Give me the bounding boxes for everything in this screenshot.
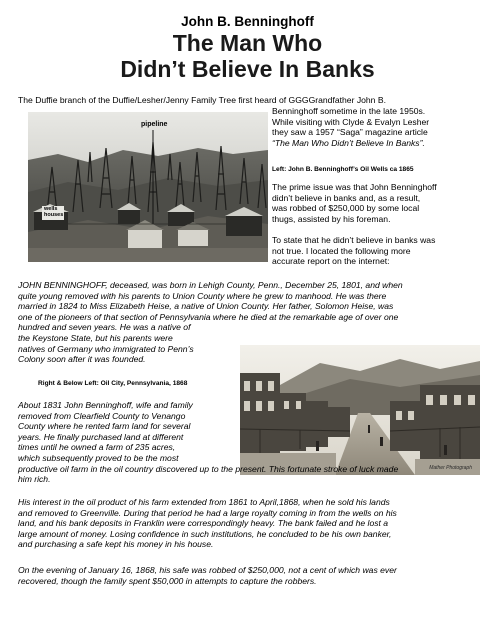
text-line: which subsequently proved to be the most	[18, 452, 179, 463]
wells-houses-label	[44, 206, 63, 218]
oil-wells-photo	[28, 112, 268, 262]
oil-wells-illustration	[28, 112, 268, 262]
text-line: About 1831 John Benninghoff, wife and family	[18, 400, 193, 410]
report-paragraph	[272, 235, 480, 267]
text-line: removed from Clearfield County to Venango	[18, 410, 186, 421]
paragraph-evening	[18, 565, 483, 586]
text-line: didn’t believe in banks and, as a result,	[272, 192, 421, 203]
intro-right-line: While visiting with Clyde & Evalyn Lesher	[272, 116, 430, 127]
photo-credit: Mather Photograph	[429, 465, 472, 471]
text-line: To state that he didn’t believe in banks was	[272, 235, 436, 245]
text-line: natives of Germany who immigrated to Penn’s	[18, 343, 194, 354]
text-line: quite young removed with his parents to Union County where he grew to manhood. He was there	[18, 290, 387, 301]
intro-right-line: Benninghoff sometime in the late 1950s.	[272, 106, 426, 116]
intro-right-line: they saw a 1957 “Saga” magazine article	[272, 127, 428, 138]
text-line: The prime issue was that John Benninghoff	[272, 182, 437, 192]
subtitle: John B. Benninghoff	[181, 14, 314, 29]
intro-continuation	[272, 106, 480, 148]
text-line: recovered, though the family spent $50,000 in attempts to capture the robbers.	[18, 575, 317, 586]
article-title: “The Man Who Didn’t Believe In Banks”.	[272, 137, 425, 148]
text-line: one of the pioneers of that section of Pennsylvania where he died at the remarkable age of over one	[18, 311, 399, 322]
page-title	[0, 30, 495, 82]
text-line: years. He finally purchased land at different	[18, 431, 184, 442]
paragraph-1831	[18, 400, 483, 485]
text-line: married in 1824 to Miss Elizabeth Heise, a native of Union County. Her father, Solomon Heise, was	[18, 301, 394, 312]
text-line: large amount of money. Losing confidence in such institutions, he concluded to be his own banker,	[18, 528, 392, 539]
text-line: hundred and seven years. He was a native of	[18, 322, 191, 333]
text-line: not true. I located the following more	[272, 245, 411, 256]
text-line: Colony soon after it was founded.	[18, 354, 146, 365]
text-line: On the evening of January 16, 1868, his safe was robbed of $250,000, not a cent of which was ever	[18, 565, 397, 575]
text-line: County where he rented farm land for several	[18, 421, 191, 432]
text-line: and purchasing a safe kept his money in his house.	[18, 539, 214, 550]
text-line: His interest in the oil product of his farm extended from 1861 to April,1868, when he sold his lands	[18, 497, 390, 507]
pipeline-label: pipeline	[141, 121, 168, 128]
paragraph-interest	[18, 497, 483, 550]
text-line: JOHN BENNINGHOFF, deceased, was born in Lehigh County, Penn., December 25, 1801, and when	[18, 280, 403, 290]
houses-label: houses	[44, 212, 64, 218]
title-line-2: Didn’t Believe In Banks	[120, 56, 375, 82]
text-line: him rich.	[18, 474, 51, 485]
text-line: productive oil farm in the oil country discovered up to the present. This fortunate stroke of luck made	[18, 463, 399, 474]
photo1-caption: Left: John B. Benninghoff’s Oil Wells ca 1865	[272, 166, 414, 173]
text-line: and removed to Greenville. During that period he had a large royalty coming in from the wells on his	[18, 507, 397, 518]
text-line: thugs, assisted by his foreman.	[272, 213, 391, 224]
photo2-caption: Right & Below Left: Oil City, Pennsylvania, 1868	[38, 380, 188, 387]
text-line: times until he owned a farm of 235 acres,	[18, 442, 176, 453]
title-line-1: The Man Who	[172, 30, 323, 56]
text-line: accurate report on the internet:	[272, 256, 390, 267]
text-line: the Keystone State, but his parents were	[18, 332, 173, 343]
text-line: land, and his bank deposits in Franklin were correspondingly heavy. The bank failed and he lost a	[18, 518, 389, 529]
intro-line: The Duffie branch of the Duffie/Lesher/Jenny Family Tree first heard of GGGGrandfather John B.	[18, 95, 386, 105]
text-line: was robbed of $250,000 by some local	[272, 203, 420, 214]
issue-paragraph	[272, 182, 480, 224]
wells-label: wells	[44, 206, 58, 212]
